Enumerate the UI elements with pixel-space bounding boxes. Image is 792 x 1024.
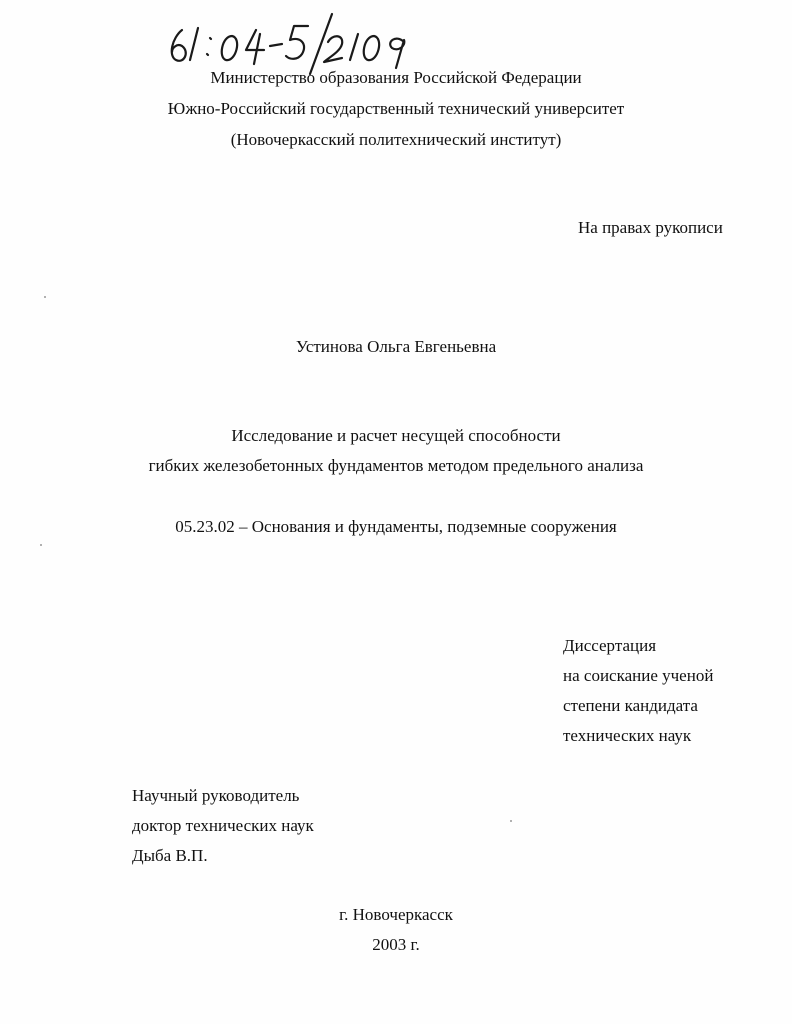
specialty-code: 05.23.02 – Основания и фундаменты, подземные сооружения (175, 517, 617, 536)
city: г. Новочеркасск (339, 905, 453, 924)
dissertation-line-3: степени кандидата (563, 696, 698, 715)
supervisor-degree: доктор технических наук (132, 816, 314, 835)
dissertation-line-2: на соискание ученой (563, 666, 714, 685)
scan-speck (40, 544, 42, 546)
manuscript-note: На правах рукописи (578, 218, 723, 237)
title-line-2: гибких железобетонных фундаментов методом предельного анализа (148, 456, 644, 475)
scan-speck (510, 820, 512, 822)
year: 2003 г. (372, 935, 420, 954)
institute-name: (Новочеркасский политехнический институт) (230, 130, 562, 149)
author-name: Устинова Ольга Евгеньевна (295, 337, 497, 356)
supervisor-role: Научный руководитель (132, 786, 300, 805)
university-name: Южно-Российский государственный технический университет (167, 99, 625, 118)
dissertation-line-1: Диссертация (563, 636, 657, 655)
ministry-name: Министерство образования Российской Федерации (210, 68, 582, 87)
dissertation-line-4: технических наук (563, 726, 692, 745)
title-line-1: Исследование и расчет несущей способности (231, 426, 561, 445)
supervisor-name: Дыба В.П. (132, 846, 208, 865)
scan-speck (44, 296, 46, 298)
